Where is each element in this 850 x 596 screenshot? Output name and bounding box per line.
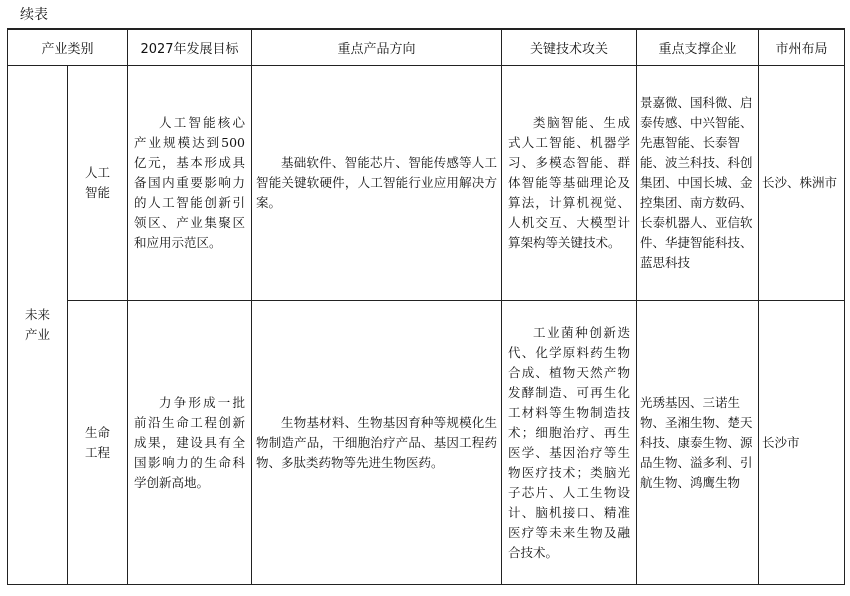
header-cities: 市州布局 [759, 29, 845, 66]
subcategory-cell [68, 66, 128, 301]
tech-cell [502, 301, 637, 585]
companies-cell [637, 301, 759, 585]
cities-cell [759, 301, 845, 585]
tech-text: 工业菌种创新迭代、化学原料药生物合成、植物天然产物发酵制造、可再生化工材料等生物制造技术；细胞治疗、再生医学、基因治疗等生物医疗技术；类脑光子芯片、人工生物设计、脑机接口、精准医疗等未来生物及融合技术。 [508, 324, 631, 560]
cities-text: 长沙市 [762, 434, 800, 450]
tech-text: 类脑智能、生成式人工智能、机器学习、多模态智能、群体智能等基础理论及算法，计算机视觉、人机交互、大模型计算架构等关键技术。 [508, 115, 631, 250]
companies-cell [637, 66, 759, 301]
table-caption: 续表 [20, 7, 48, 23]
header-products: 重点产品方向 [252, 29, 502, 66]
industry-table [7, 28, 845, 585]
subcategory-label: 人工智能 [84, 165, 110, 200]
header-row [8, 29, 845, 66]
target-cell [128, 66, 252, 301]
tech-cell [502, 66, 637, 301]
header-category: 产业类别 [8, 29, 128, 66]
header-tech: 关键技术攻关 [502, 29, 637, 66]
target-cell [128, 301, 252, 585]
header-companies: 重点支撑企业 [637, 29, 759, 66]
products-cell [252, 66, 502, 301]
products-text: 生物基材料、生物基因育种等规模化生物制造产品，干细胞治疗产品、基因工程药物、多肽类药物等先进生物医药。 [256, 414, 498, 470]
group-label-cell [8, 66, 68, 585]
cities-cell [759, 66, 845, 301]
cities-text: 长沙、株洲市 [762, 175, 838, 190]
products-cell [252, 301, 502, 585]
header-target: 2027年发展目标 [128, 29, 252, 66]
subcategory-cell [68, 301, 128, 585]
table-row [8, 66, 845, 301]
target-text: 人工智能核心产业规模达到500亿元，基本形成具备国内重要影响力的人工智能创新引领区、产业集聚区和应用示范区。 [134, 115, 246, 250]
target-text: 力争形成一批前沿生命工程创新成果，建设具有全国影响力的生命科学创新高地。 [134, 394, 246, 490]
table-row [8, 301, 845, 585]
products-text: 基础软件、智能芯片、智能传感等人工智能关键软硬件，人工智能行业应用解决方案。 [256, 155, 498, 210]
companies-text: 景嘉微、国科微、启泰传感、中兴智能、先惠智能、长泰智能、波兰科技、科创集团、中国长城、金控集团、南方数码、长泰机器人、亚信软件、华捷智能科技、蓝思科技 [640, 95, 753, 270]
group-label: 未来产业 [24, 307, 50, 342]
subcategory-label: 生命工程 [84, 424, 110, 460]
companies-text: 光琇基因、三诺生物、圣湘生物、楚天科技、康泰生物、源品生物、溢多利、引航生物、鸿鹰生物 [640, 394, 753, 490]
